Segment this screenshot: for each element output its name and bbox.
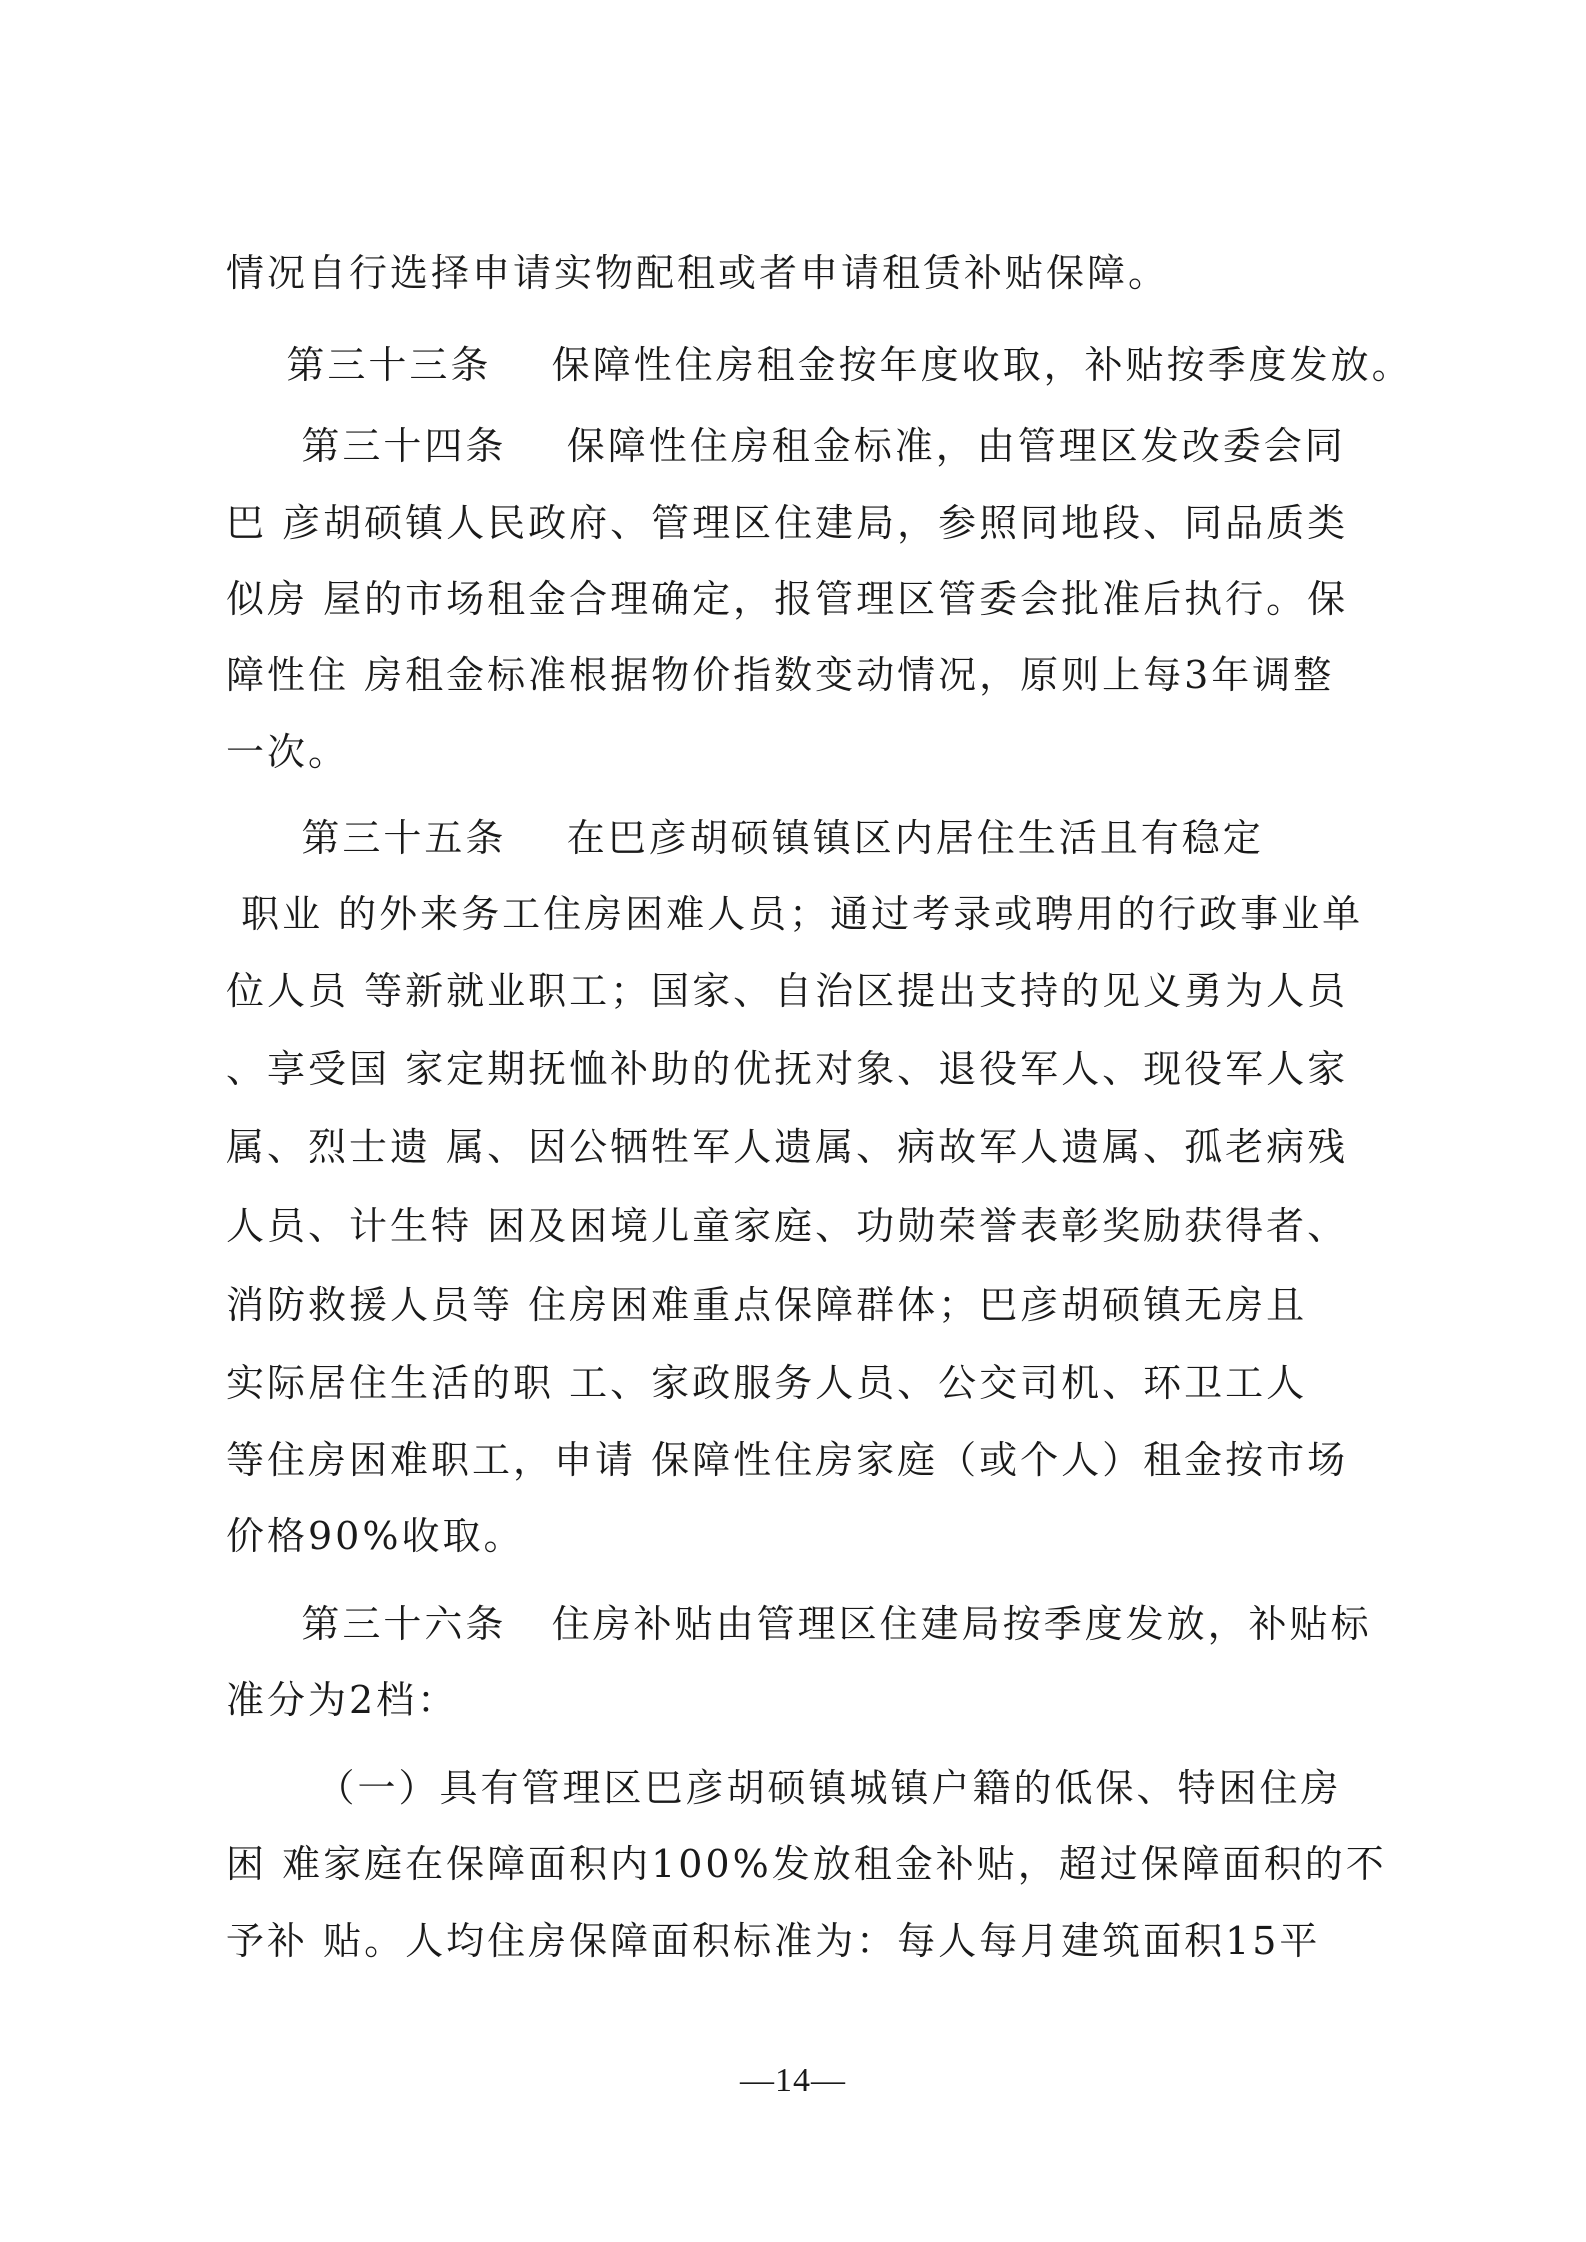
text-line: （一）具有管理区巴彦胡硕镇城镇户籍的低保、特困住房 [226, 1766, 1342, 1810]
text-line: 属、烈士遗 属、因公牺牲军人遗属、病故军人遗属、孤老病残 [226, 1125, 1349, 1169]
text-line: 价格90%收取。 [226, 1514, 525, 1558]
text-line: 第三十五条 在巴彦胡硕镇镇区内居住生活且有稳定 [226, 816, 1264, 860]
text-line: 等住房困难职工，申请 保障性住房家庭（或个人）租金按市场 [226, 1438, 1349, 1482]
text-line: 似房 屋的市场租金合理确定，报管理区管委会批准后执行。保 [226, 577, 1349, 621]
text-line: 、享受国 家定期抚恤补助的优抚对象、退役军人、现役军人家 [226, 1047, 1349, 1091]
page-number: —14— [740, 2062, 846, 2099]
text-line: 予补 贴。人均住房保障面积标准为：每人每月建筑面积15平 [226, 1919, 1321, 1963]
text-line: 第三十三条 保障性住房租金按年度收取，补贴按季度发放。 [226, 343, 1413, 387]
text-line: 情况自行选择申请实物配租或者申请租赁补贴保障。 [226, 251, 1170, 295]
text-line: 巴 彦胡硕镇人民政府、管理区住建局，参照同地段、同品质类 [226, 501, 1349, 545]
text-line: 实际居住生活的职 工、家政服务人员、公交司机、环卫工人 [226, 1361, 1308, 1405]
text-line: 困 难家庭在保障面积内100%发放租金补贴，超过保障面积的不 [226, 1842, 1387, 1886]
text-line: 第三十四条 保障性住房租金标准，由管理区发改委会同 [226, 424, 1346, 468]
text-line: 职业 的外来务工住房困难人员；通过考录或聘用的行政事业单 [226, 892, 1364, 936]
text-line: 准分为2档： [226, 1678, 459, 1722]
text-line: 消防救援人员等 住房困难重点保障群体；巴彦胡硕镇无房且 [226, 1283, 1308, 1327]
text-line: 人员、计生特 困及困境儿童家庭、功勋荣誉表彰奖励获得者、 [226, 1204, 1349, 1248]
text-line: 障性住 房租金标准根据物价指数变动情况，原则上每3年调整 [226, 653, 1335, 697]
text-line: 第三十六条 住房补贴由管理区住建局按季度发放，补贴标 [226, 1602, 1372, 1646]
text-line: 一次。 [226, 730, 350, 774]
text-line: 位人员 等新就业职工；国家、自治区提出支持的见义勇为人员 [226, 969, 1349, 1013]
